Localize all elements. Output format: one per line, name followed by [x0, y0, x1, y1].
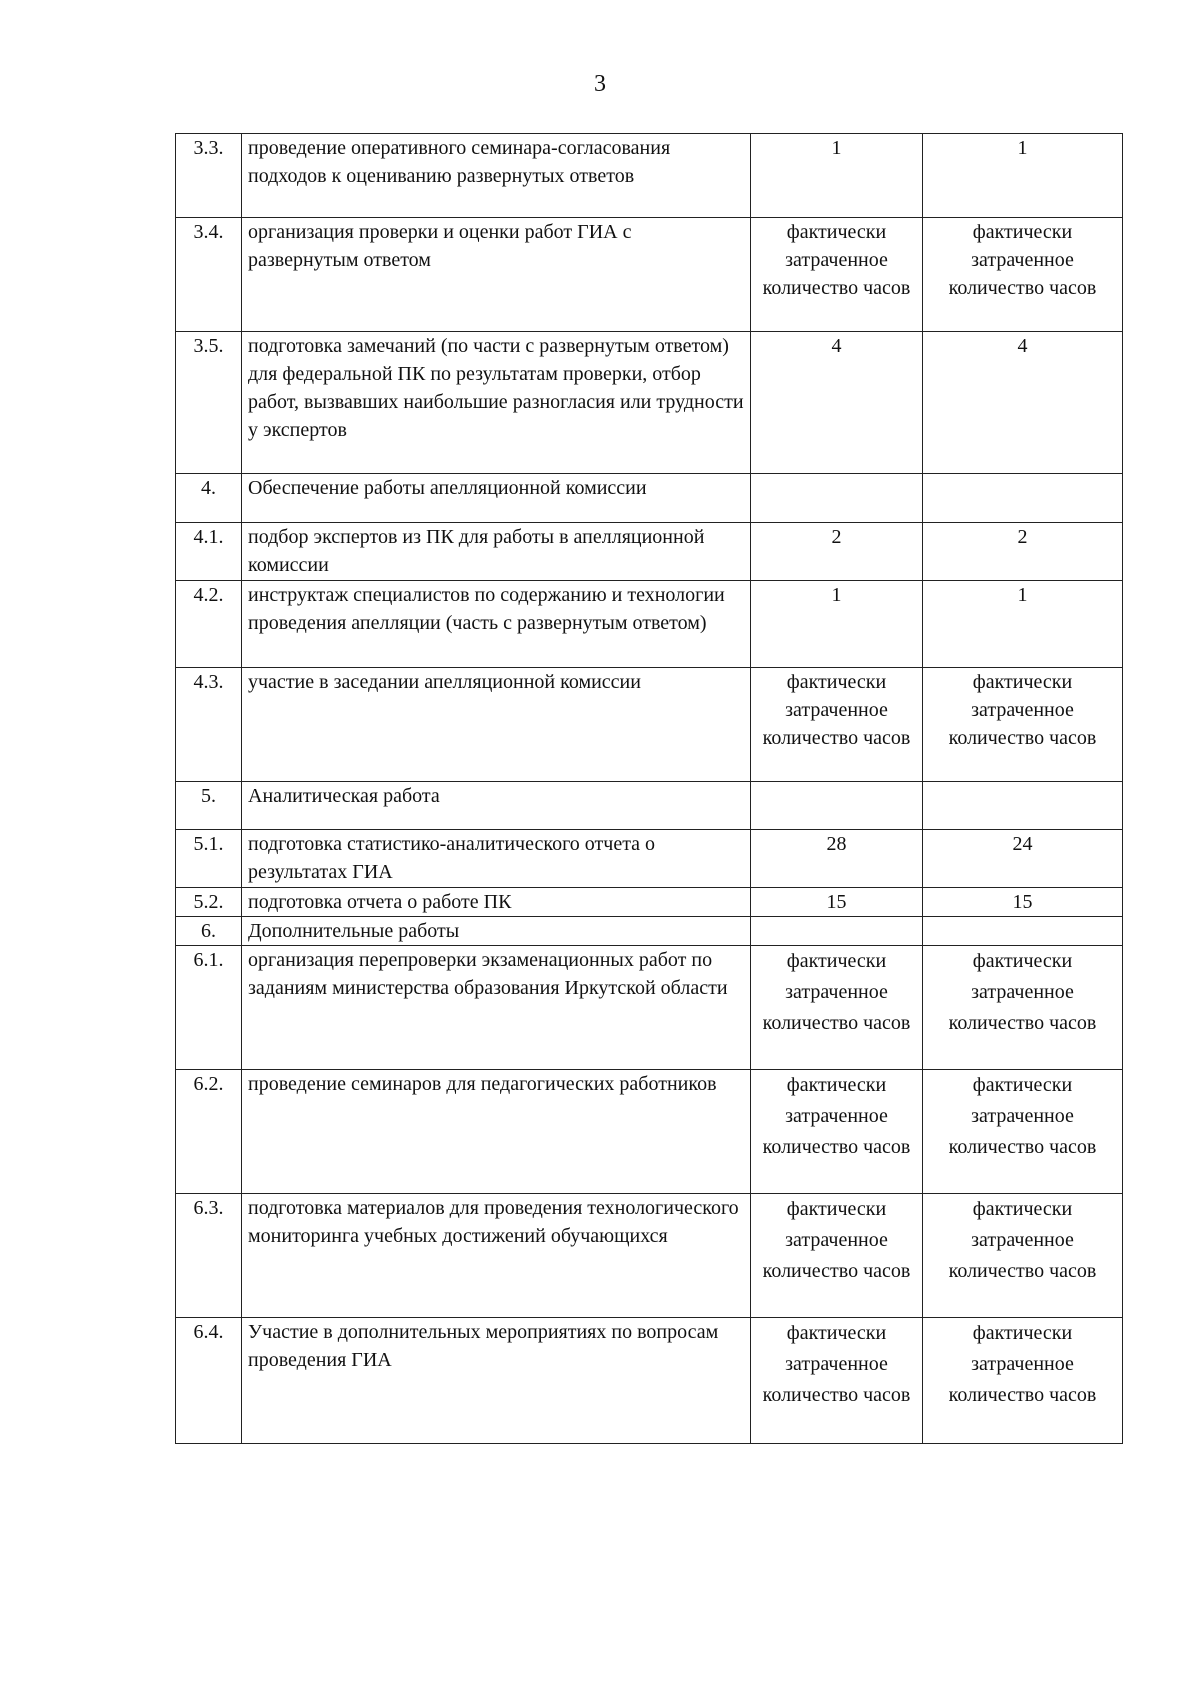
table-row	[176, 830, 1123, 888]
row-description: проведение семинаров для педагогических работников	[242, 1070, 751, 1194]
row-number: 6.3.	[176, 1194, 242, 1318]
row-hours-col1: 28	[751, 830, 923, 888]
table-row	[176, 888, 1123, 917]
row-number: 5.	[176, 782, 242, 830]
row-description: Аналитическая работа	[242, 782, 751, 830]
row-number: 5.1.	[176, 830, 242, 888]
row-number: 3.5.	[176, 332, 242, 474]
row-description: подбор экспертов из ПК для работы в апелляционной комиссии	[242, 523, 751, 581]
row-hours-col2: 24	[923, 830, 1123, 888]
row-hours-col1	[751, 782, 923, 830]
row-description: подготовка материалов для проведения технологического мониторинга учебных достижений обучающихся	[242, 1194, 751, 1318]
row-hours-col2: 1	[923, 581, 1123, 668]
row-hours-col2: фактически затраченное количество часов	[923, 668, 1123, 782]
row-number: 6.4.	[176, 1318, 242, 1444]
table-row	[176, 134, 1123, 218]
row-number: 6.	[176, 917, 242, 946]
work-hours-table	[175, 133, 1123, 1444]
table-body	[176, 134, 1123, 1444]
row-number: 5.2.	[176, 888, 242, 917]
row-hours-col2: фактически затраченное количество часов	[923, 946, 1123, 1070]
table-row	[176, 917, 1123, 946]
row-hours-col2: фактически затраченное количество часов	[923, 1318, 1123, 1444]
table-row	[176, 1194, 1123, 1318]
row-hours-col2: фактически затраченное количество часов	[923, 1070, 1123, 1194]
row-hours-col1: фактически затраченное количество часов	[751, 1318, 923, 1444]
row-hours-col2	[923, 474, 1123, 523]
row-hours-col1: фактически затраченное количество часов	[751, 1194, 923, 1318]
row-number: 3.3.	[176, 134, 242, 218]
row-description: проведение оперативного семинара-согласования подходов к оцениванию развернутых ответов	[242, 134, 751, 218]
row-hours-col2: 1	[923, 134, 1123, 218]
table-row	[176, 332, 1123, 474]
row-hours-col1: 15	[751, 888, 923, 917]
row-number: 6.2.	[176, 1070, 242, 1194]
row-hours-col1: фактически затраченное количество часов	[751, 946, 923, 1070]
row-description: Дополнительные работы	[242, 917, 751, 946]
row-description: Обеспечение работы апелляционной комиссии	[242, 474, 751, 523]
row-hours-col2	[923, 917, 1123, 946]
row-hours-col1: 4	[751, 332, 923, 474]
row-description: организация проверки и оценки работ ГИА с развернутым ответом	[242, 218, 751, 332]
row-number: 4.	[176, 474, 242, 523]
row-description: подготовка замечаний (по части с развернутым ответом) для федеральной ПК по результатам проверки, отбор работ, вызвавших наибольшие разногласия или трудности у экспертов	[242, 332, 751, 474]
row-description: инструктаж специалистов по содержанию и технологии проведения апелляции (часть с развернутым ответом)	[242, 581, 751, 668]
row-hours-col1: 1	[751, 581, 923, 668]
row-hours-col1: 1	[751, 134, 923, 218]
table-row	[176, 946, 1123, 1070]
table-row	[176, 474, 1123, 523]
table-row	[176, 218, 1123, 332]
row-hours-col1	[751, 917, 923, 946]
row-number: 6.1.	[176, 946, 242, 1070]
row-number: 4.3.	[176, 668, 242, 782]
row-hours-col1: фактически затраченное количество часов	[751, 668, 923, 782]
page-number: 3	[594, 71, 606, 97]
row-description: участие в заседании апелляционной комиссии	[242, 668, 751, 782]
row-hours-col2: фактически затраченное количество часов	[923, 1194, 1123, 1318]
table-row	[176, 782, 1123, 830]
table-row	[176, 1318, 1123, 1444]
row-hours-col1: фактически затраченное количество часов	[751, 1070, 923, 1194]
table-row	[176, 581, 1123, 668]
row-hours-col2: фактически затраченное количество часов	[923, 218, 1123, 332]
row-description: Участие в дополнительных мероприятиях по вопросам проведения ГИА	[242, 1318, 751, 1444]
table-row	[176, 523, 1123, 581]
row-description: организация перепроверки экзаменационных работ по заданиям министерства образования Иркутской области	[242, 946, 751, 1070]
table-row	[176, 668, 1123, 782]
row-hours-col2	[923, 782, 1123, 830]
row-description: подготовка отчета о работе ПК	[242, 888, 751, 917]
row-hours-col1: 2	[751, 523, 923, 581]
row-description: подготовка статистико-аналитического отчета о результатах ГИА	[242, 830, 751, 888]
row-hours-col1	[751, 474, 923, 523]
row-number: 3.4.	[176, 218, 242, 332]
table-row	[176, 1070, 1123, 1194]
row-hours-col2: 4	[923, 332, 1123, 474]
row-number: 4.2.	[176, 581, 242, 668]
row-hours-col1: фактически затраченное количество часов	[751, 218, 923, 332]
row-number: 4.1.	[176, 523, 242, 581]
row-hours-col2: 15	[923, 888, 1123, 917]
row-hours-col2: 2	[923, 523, 1123, 581]
